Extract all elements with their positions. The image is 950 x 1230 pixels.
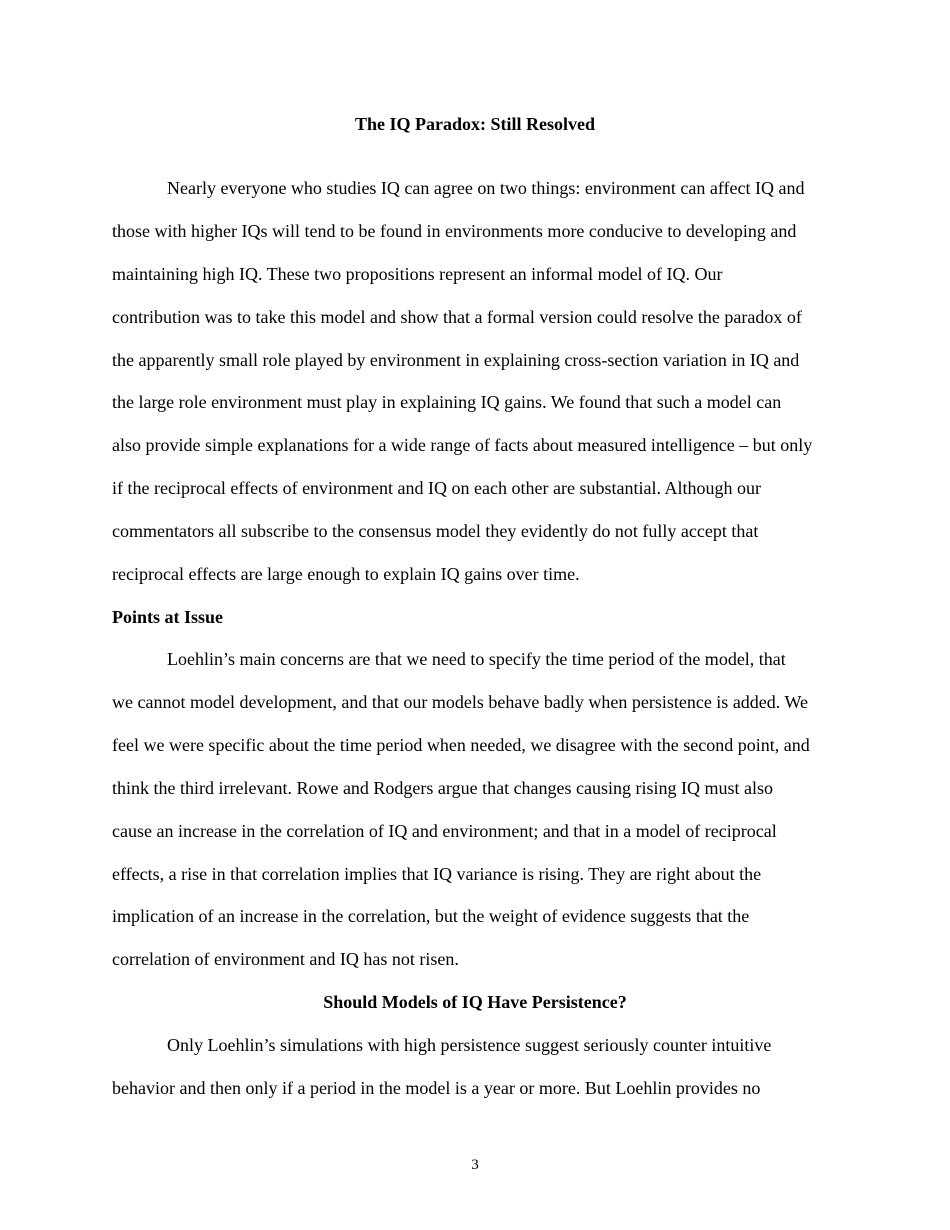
text-line: behavior and then only if a period in the model is a year or more. But Loehlin provides no [112,1078,761,1098]
text-line: we cannot model development, and that our models behave badly when persistence is added. We [112,692,809,712]
text-line: feel we were specific about the time period when needed, we disagree with the second point, and [112,735,810,755]
text-line: the apparently small role played by environment in explaining cross-section variation in IQ and [112,350,800,370]
text-line: Nearly everyone who studies IQ can agree on two things: environment can affect IQ and [167,178,805,198]
text-line: commentators all subscribe to the consensus model they evidently do not fully accept that [112,521,759,541]
text-line: correlation of environment and IQ has not risen. [112,949,459,969]
text-line: Only Loehlin’s simulations with high persistence suggest seriously counter intuitive [167,1035,772,1055]
text-line: maintaining high IQ. These two propositions represent an informal model of IQ. Our [112,264,723,284]
text-line: reciprocal effects are large enough to explain IQ gains over time. [112,564,580,584]
text-line: those with higher IQs will tend to be found in environments more conducive to developing and [112,221,797,241]
text-line: also provide simple explanations for a wide range of facts about measured intelligence – but only [112,435,813,455]
text-line: if the reciprocal effects of environment and IQ on each other are substantial. Although our [112,478,761,498]
page-title: The IQ Paradox: Still Resolved [354,114,595,134]
text-line: contribution was to take this model and show that a formal version could resolve the paradox of [112,307,802,327]
text-line: the large role environment must play in explaining IQ gains. We found that such a model can [112,392,782,412]
page-number: 3 [471,1157,479,1173]
text-line: cause an increase in the correlation of IQ and environment; and that in a model of reciprocal [112,821,777,841]
text-line: effects, a rise in that correlation implies that IQ variance is rising. They are right about the [112,864,762,884]
section-heading-persistence: Should Models of IQ Have Persistence? [323,992,627,1012]
text-line: think the third irrelevant. Rowe and Rodgers argue that changes causing rising IQ must also [112,778,774,798]
text-line: Loehlin’s main concerns are that we need to specify the time period of the model, that [167,649,786,669]
section-heading-points-at-issue: Points at Issue [112,607,224,627]
text-line: implication of an increase in the correlation, but the weight of evidence suggests that the [112,906,750,926]
